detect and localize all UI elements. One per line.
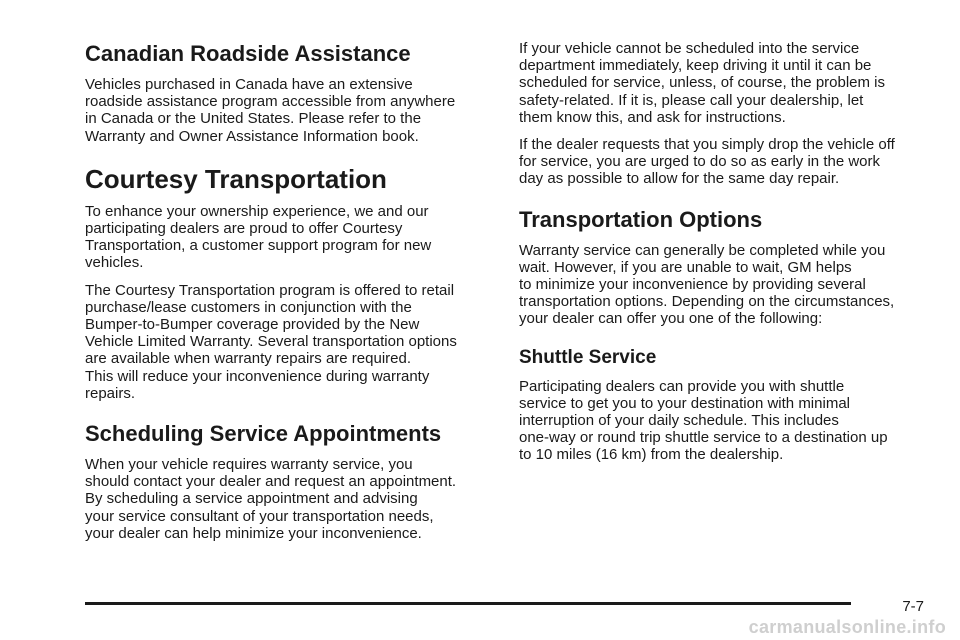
heading-canadian-roadside-assistance: Canadian Roadside Assistance (85, 41, 411, 66)
canadian-roadside-paragraph: Vehicles purchased in Canada have an extensive roadside assistance program accessible from anywhere in Canada or the United States. Please refer to the Warranty and Owner Assistance Information book. (85, 76, 456, 145)
heading-transportation-options: Transportation Options (519, 206, 763, 232)
transportation-options-paragraph: Warranty service can generally be completed while you wait. However, if you are unable to wait, GM helps to minimize your inconvenience by providing several transportation options. Depending on the circumstances, your dealer can offer you one of the following: (519, 241, 895, 328)
heading-shuttle-service: Shuttle Service (519, 346, 657, 368)
heading-courtesy-transportation: Courtesy Transportation (85, 163, 387, 194)
scheduling-paragraph: When your vehicle requires warranty service, you should contact your dealer and request an appointment. By scheduling a service appointment and advising your service consultant of your transportation needs, your dealer can help minimize your inconvenience. (85, 456, 457, 542)
scheduling-continued-paragraph-1: If your vehicle cannot be scheduled into the service department immediately, keep driving it until it can be scheduled for service, unless, of course, the problem is safety-related. If it is, please call your dealership, let them know this, and ask for instructions. (519, 40, 886, 126)
courtesy-paragraph-2: The Courtesy Transportation program is offered to retail purchase/lease customers in conjunction with the Bumper-to-Bumper coverage provided by the New Vehicle Limited Warranty. Several transportation options are available when warranty repairs are required. This will reduce your inconvenience during warranty repairs. (85, 281, 457, 402)
page-number: 7-7 (902, 598, 924, 615)
shuttle-service-paragraph: Participating dealers can provide you with shuttle service to get you to your destination with minimal interruption of your daily schedule. This includes one-way or round trip shuttle service to a destination up to 10 miles (16 km) from the dealership. (519, 377, 888, 464)
right-column (519, 40, 929, 464)
watermark: carmanualsonline.info (748, 617, 946, 637)
scheduling-continued-paragraph-2: If the dealer requests that you simply drop the vehicle off for service, you are urged to do so as early in the work day as possible to allow for the same day repair. (519, 136, 895, 188)
heading-scheduling-service-appointments: Scheduling Service Appointments (85, 421, 442, 447)
left-column (85, 40, 495, 542)
courtesy-paragraph-1: To enhance your ownership experience, we and our participating dealers are proud to offer Courtesy Transportation, a customer support program for new vehicles. (85, 202, 432, 272)
footer-rule (85, 602, 851, 605)
